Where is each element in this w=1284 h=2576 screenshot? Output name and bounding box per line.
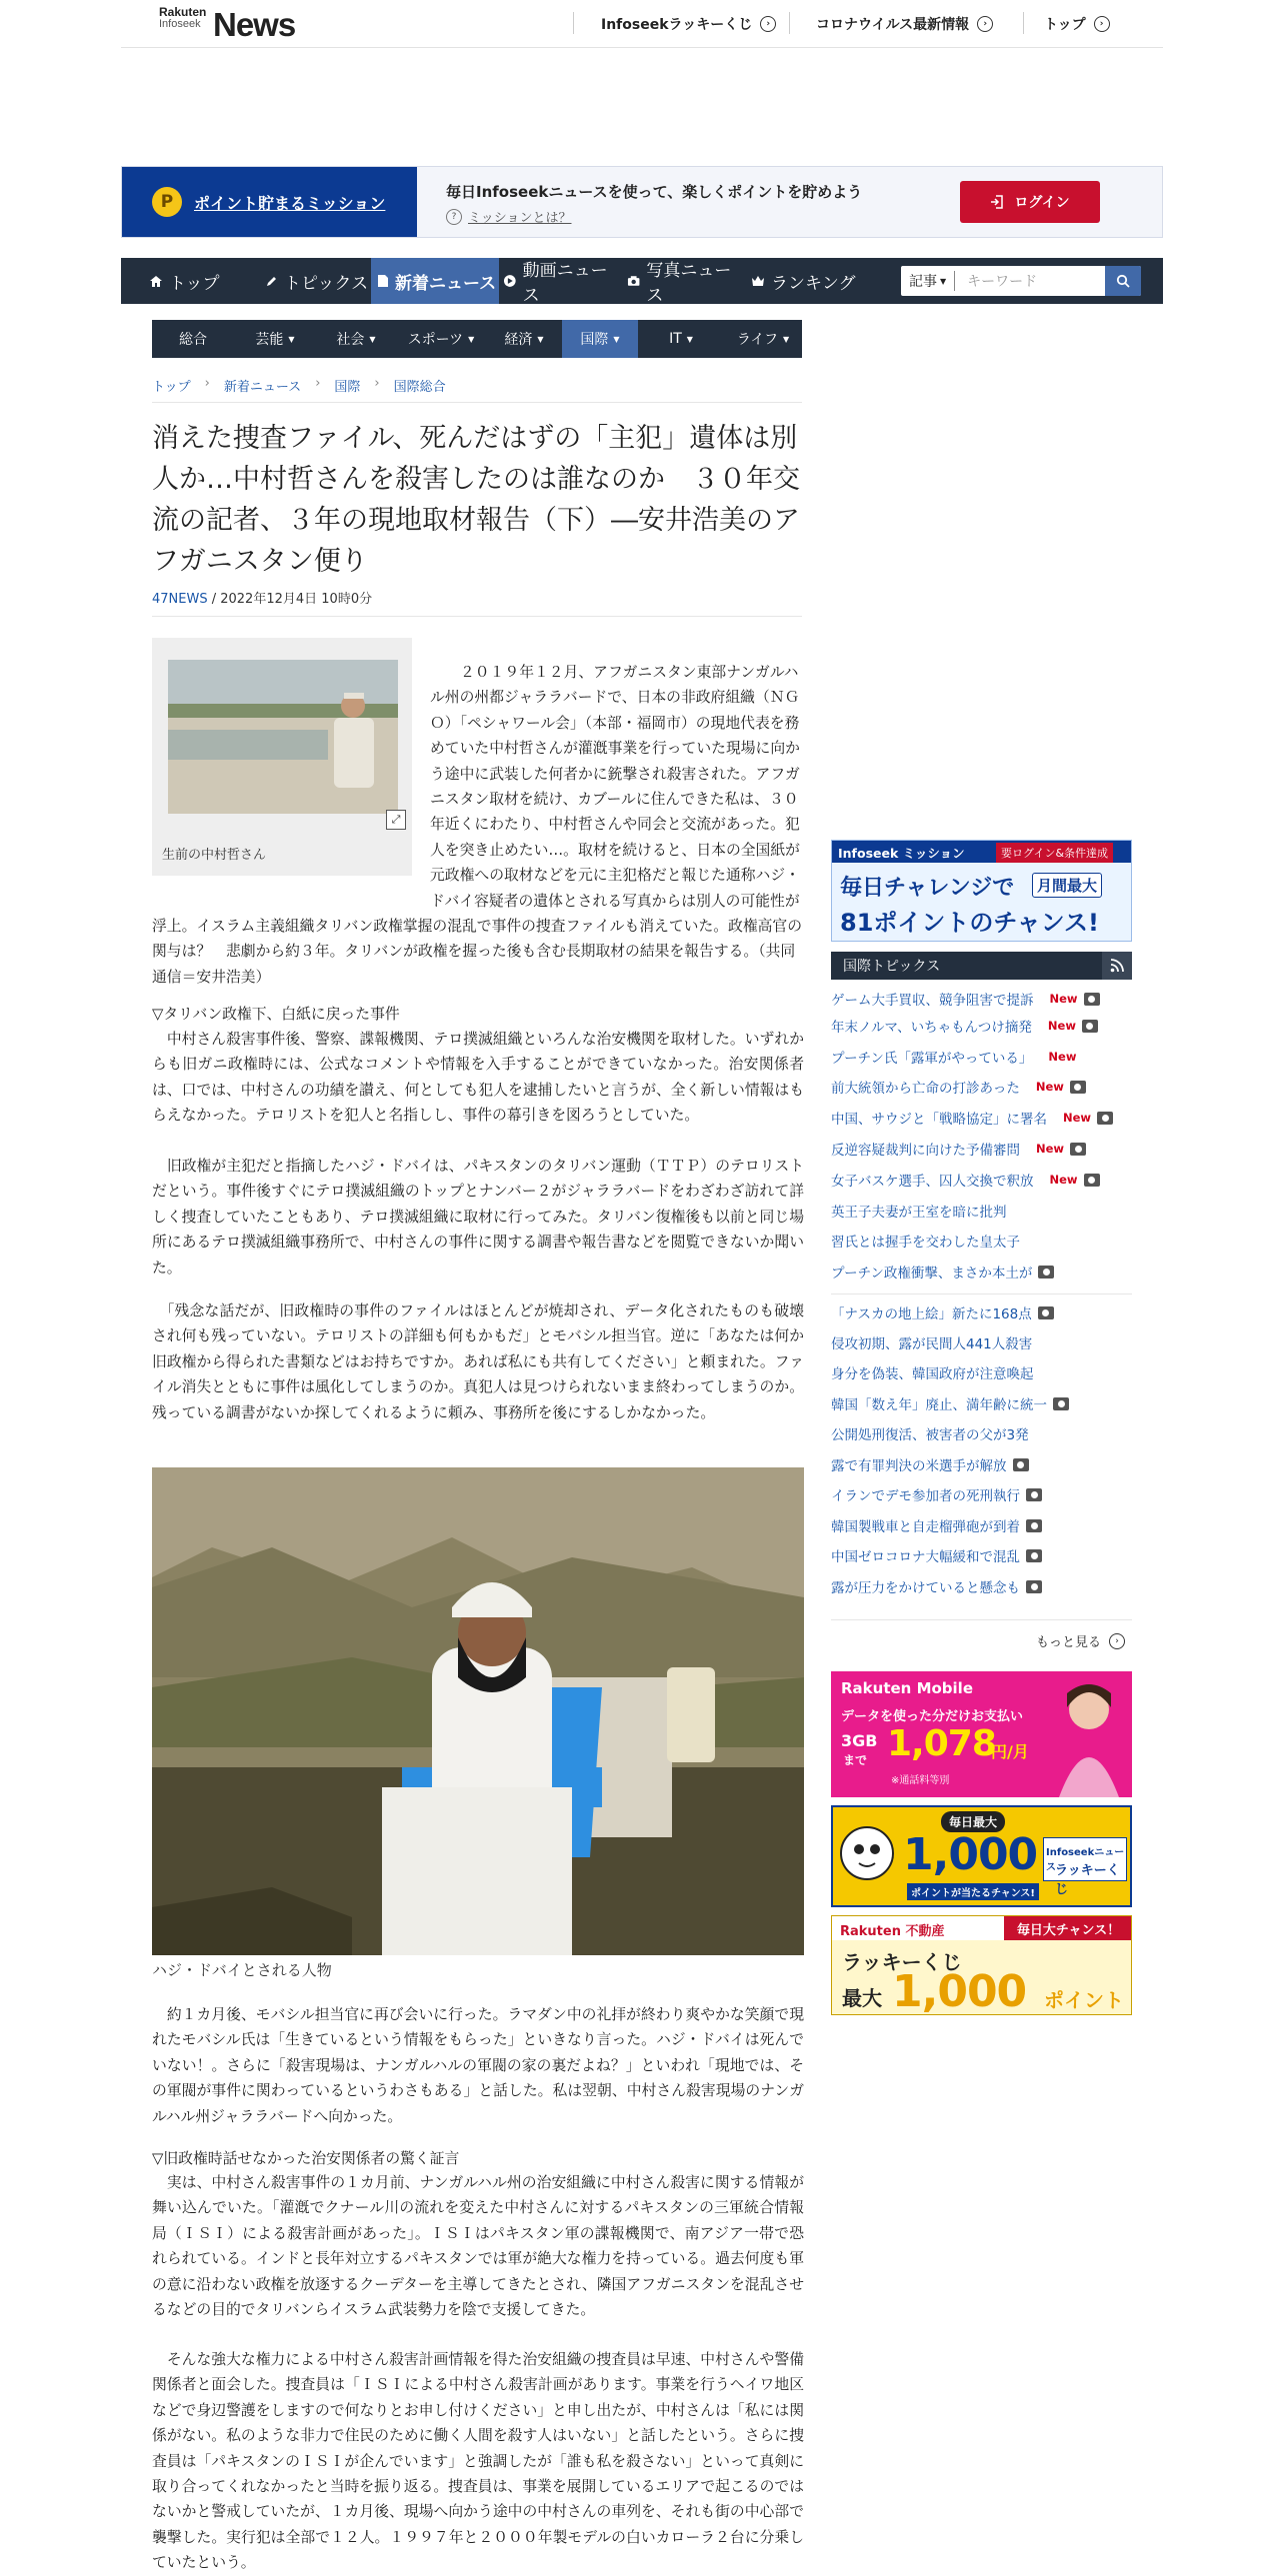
body-paragraph: 「残念な話だが、旧政権時の事件のファイルはほとんどが焼却され、データ化されたものも破壊され何も残っていない。テロリストの詳細も何もかもだ」とモバシル担当官。逆に「あなたは何か旧政権から得られた書類などはお持ちですか。あれば私にも共有してください」と頼まれた。ファイル消失とともに事件は風化してしまうのか。真犯人は見つけられないまま終わってしまうのか。残っている調書がないか探してくれるように頼み、事務所を後にするしかなかった。	[152, 1302, 804, 1421]
divider	[831, 1619, 1132, 1620]
new-badge: New	[1049, 1173, 1078, 1187]
topic-title: 露で有罪判決の米選手が解放	[831, 1458, 1007, 1474]
more-link[interactable]	[1036, 1631, 1125, 1650]
mission-help-label: ミッションとは？	[468, 211, 572, 226]
banner-badge: 月間最大	[1032, 873, 1102, 898]
camera-icon	[627, 275, 640, 287]
topic-title: 中国ゼロコロナ大幅緩和で混乱	[831, 1549, 1020, 1565]
cat-international-label: 国際	[580, 332, 609, 348]
cat-international[interactable]	[562, 320, 638, 358]
question-icon: ?	[446, 209, 462, 225]
crown-icon	[751, 275, 765, 287]
nav-latest-label: 新着ニュース	[395, 273, 497, 294]
logo-infoseek: Infoseek	[159, 18, 201, 30]
caret-down-icon: ▼	[783, 334, 790, 344]
caret-down-icon: ▼	[468, 334, 475, 344]
section-heading: ▽タリバン政権下、白紙に戻った事件	[152, 1006, 400, 1023]
pencil-icon	[265, 275, 278, 288]
cat-economy-label: 経済	[504, 332, 533, 348]
topic-item[interactable]	[831, 1170, 1100, 1190]
more-label: もっと見る	[1036, 1635, 1102, 1650]
search-input[interactable]: キーワード	[967, 274, 1038, 290]
caret-down-icon: ▼	[940, 276, 947, 286]
ad1-gb: 3GB	[841, 1731, 878, 1750]
ad2-brand1: Infoseekニュース	[1046, 1847, 1125, 1873]
topics-header	[831, 952, 1132, 980]
cat-economy[interactable]	[486, 320, 562, 358]
ad1-made: まで	[843, 1753, 868, 1767]
top-header	[121, 0, 1163, 48]
haji-dubai-photo[interactable]	[152, 1467, 804, 1955]
logo-news: News	[213, 6, 296, 43]
topic-title: 女子バスケ選手、囚人交換で釈放	[831, 1174, 1034, 1190]
topic-title: 中国、サウジと「戦略協定」に署名	[831, 1112, 1047, 1128]
caret-down-icon: ▼	[686, 334, 693, 344]
ad3-brand: Rakuten 不動産	[840, 1924, 945, 1939]
model-image	[1053, 1679, 1125, 1797]
mission-bar	[121, 166, 1163, 238]
ad1-unit: 円/月	[991, 1742, 1029, 1761]
mission-title: ポイント貯まるミッション	[194, 193, 386, 213]
nav-top-label: トップ	[169, 273, 220, 294]
camera-icon	[1097, 1112, 1113, 1125]
login-button[interactable]	[960, 181, 1100, 223]
divider	[152, 402, 802, 403]
banner-line2: 81ポイントのチャンス!	[840, 909, 1099, 937]
body-paragraph: 実は、中村さん殺害事件の１カ月前、ナンガルハル州の治安組織に中村さん殺害に関する情報が舞い込んでいた。「灌漑でクナール川の流れを変えた中村さんに対するパキスタンの三軍統合情報局（ＩＳＩ）による殺害計画があった」。ＩＳＩはパキスタン軍の諜報機関で、南アジア一帯で恐れられている。インドと長年対立するパキスタンでは軍が絶大な権力を持っている。過去何度も軍の意に沿わない政権を放逐するクーデターを主導してきたとされ、隣国アフガニスタンを混乱させるなどの目的でタリバンらイスラム武装勢力を陰で支援してきた。	[152, 2174, 804, 2319]
nav-photo[interactable]	[621, 258, 743, 304]
nav-ranking[interactable]	[743, 258, 871, 304]
cat-sports[interactable]	[396, 320, 486, 358]
topic-item[interactable]	[831, 1108, 1113, 1128]
new-badge: New	[1049, 992, 1078, 1006]
ad1-price: 1,078	[887, 1723, 996, 1764]
breadcrumb-top[interactable]: トップ	[152, 380, 191, 395]
chevron-right-icon: ›	[1109, 1633, 1125, 1649]
cat-society[interactable]	[316, 320, 396, 358]
topic-item[interactable]	[831, 1201, 1007, 1221]
topic-title: プーチン氏「露軍がやっている」	[831, 1051, 1033, 1067]
breadcrumb-latest[interactable]: 新着ニュース	[223, 380, 302, 395]
topics-title: 国際トピックス	[843, 959, 941, 975]
cat-it-label: IT	[669, 331, 682, 347]
topic-title: 露が圧力をかけていると懸念も	[831, 1580, 1020, 1596]
new-badge: New	[1036, 1142, 1065, 1156]
search-type-select[interactable]	[901, 271, 955, 291]
topic-title: 英王子夫妻が王室を暗に批判	[831, 1205, 1007, 1221]
topic-title: 前大統領から亡命の打診あった	[831, 1081, 1020, 1097]
corona-link[interactable]	[816, 14, 993, 34]
topic-item[interactable]	[831, 1362, 1034, 1382]
ad3-max: 最大	[842, 1986, 882, 2010]
topic-title: 「ナスカの地上絵」新たに168点	[831, 1306, 1032, 1322]
camera-icon	[1026, 1519, 1042, 1532]
topic-item[interactable]	[831, 1454, 1029, 1474]
topic-title: 反逆容疑裁判に向けた予備審問	[831, 1143, 1020, 1159]
camera-icon	[1084, 993, 1100, 1006]
nav-topics[interactable]	[239, 258, 371, 304]
corona-label: コロナウイルス最新情報	[816, 17, 970, 33]
topic-item[interactable]	[831, 1423, 1029, 1443]
chevron-right-icon: ›	[374, 376, 380, 391]
topic-title: 公開処刑復活、被害者の父が3発	[831, 1427, 1029, 1443]
caret-down-icon: ▼	[613, 334, 620, 344]
topic-item[interactable]	[831, 1576, 1042, 1596]
camera-icon	[1026, 1580, 1042, 1593]
new-badge: New	[1047, 1019, 1076, 1033]
nav-topics-label: トピックス	[284, 273, 369, 294]
ad2-brand2: ラッキーくじ	[1055, 1863, 1120, 1897]
home-icon	[149, 275, 163, 288]
cat-society-label: 社会	[336, 332, 365, 348]
camera-icon	[1084, 1174, 1100, 1187]
topic-title: 侵攻初期、露が民間人441人殺害	[831, 1336, 1033, 1352]
article-source[interactable]: 47NEWS	[152, 592, 208, 607]
camera-icon	[1053, 1397, 1069, 1410]
ad2-amount: 1,000	[903, 1829, 1038, 1880]
topic-item[interactable]	[831, 1393, 1069, 1413]
mission-link[interactable]	[122, 167, 417, 237]
camera-icon	[1026, 1488, 1042, 1501]
section-heading: ▽旧政権時話せなかった治安関係者の驚く証言	[152, 2150, 460, 2167]
rss-icon[interactable]	[1102, 952, 1132, 980]
breadcrumb-international[interactable]: 国際	[334, 380, 361, 395]
nav-top[interactable]	[121, 258, 239, 304]
topic-title: プーチン政権衝撃、まさか本土が	[831, 1266, 1033, 1282]
category-bar	[152, 320, 802, 358]
search-button[interactable]	[1105, 266, 1141, 296]
ad3-amount: 1,000	[892, 1966, 1027, 2015]
ad1-note: ※通話料等別	[891, 1775, 950, 1786]
nav-latest[interactable]	[371, 258, 499, 304]
topic-item[interactable]	[831, 1515, 1042, 1535]
body-paragraph: 中村さん殺害事件後、警察、諜報機関、テロ撲滅組織といろんな治安機関を取材した。いずれからも旧ガニ政権時には、公式なコメントや情報を入手することができていなかった。治安関係者は、口では、中村さんの功績を讃え、何としても犯人を逮捕したいと言うが、全く新しい情報はもらえなかった。テロリストを犯人と名指しし、事件の幕引きを図ろうとしていた。	[152, 1031, 804, 1125]
ad3-line1: ラッキーくじ	[842, 1950, 962, 1974]
article-date: / 2022年12月4日 10時0分	[211, 592, 373, 607]
cat-life-label: ライフ	[736, 332, 778, 348]
topic-item[interactable]	[831, 1016, 1098, 1036]
topic-item[interactable]	[831, 989, 1100, 1009]
topic-title: 韓国製戦車と自走榴弾砲が到着	[831, 1519, 1020, 1535]
camera-icon	[1026, 1549, 1042, 1562]
body-paragraph: そんな強大な権力による中村さん殺害計画情報を得た治安組織の捜査員は早速、中村さんや警備関係者と面会した。捜査員は「ＩＳＩによる中村さん殺害計画があります。事業を行うヘイワ地区などで身辺警護をしますので何なりとお申し付けください」と申し出たが、中村さんは「私には関係がない。私のような非力で住民のために働く人間を殺す人はいない」と話したという。さらに捜査員は「パキスタンのＩＳＩが企んでいます」と強調したが「誰も私を殺さない」といって真剣に取り合ってくれなかったと当時を振り返る。捜査員は、事業を展開しているエリアで起こるのではないかと警戒していたが、１カ月後、現場へ向かう途中の中村さんの車列を、それも街の中心部で襲撃した。実行犯は全部で１２人。１９９７年と２０００年製モデルの白いカローラ２台に分乗していたという。	[152, 2351, 804, 2572]
logo-rakuten: Rakuten	[159, 5, 207, 19]
topic-item[interactable]	[831, 1302, 1054, 1322]
search-icon	[1116, 274, 1130, 288]
topic-item[interactable]	[831, 1139, 1086, 1159]
topic-title: ゲーム大手買収、競争阻害で提訴	[831, 993, 1034, 1009]
topic-title: 習氏とは握手を交わした皇太子	[831, 1235, 1020, 1251]
cat-it[interactable]	[638, 320, 724, 358]
topic-item[interactable]	[831, 1545, 1042, 1565]
camera-icon	[1070, 1081, 1086, 1094]
topic-item[interactable]	[831, 1484, 1042, 1504]
chevron-right-icon: ›	[760, 16, 776, 32]
login-label: ログイン	[1014, 195, 1070, 211]
banner-brand: Infoseek ミッション	[838, 846, 965, 861]
zoom-icon[interactable]: ⤢	[386, 810, 406, 830]
banner-line1: 毎日チャレンジで	[840, 876, 1015, 901]
mascot-icon	[837, 1817, 897, 1897]
ad1-line1: データを使った分だけお支払い	[841, 1709, 1024, 1724]
lucky-kuji-link[interactable]	[601, 14, 776, 34]
article-lead	[152, 660, 804, 990]
site-logo[interactable]	[159, 5, 296, 43]
play-icon	[503, 274, 517, 288]
mission-help-link[interactable]	[446, 207, 571, 226]
topic-item[interactable]	[831, 1047, 1076, 1067]
ad1-brand: Rakuten Mobile	[841, 1679, 973, 1697]
cat-entertainment[interactable]	[234, 320, 316, 358]
banner-tag: 要ログイン&条件達成	[996, 843, 1113, 863]
ad3-tag: 毎日大チャンス！	[1004, 1916, 1132, 1940]
search-box	[901, 266, 1141, 296]
topic-item[interactable]	[831, 1332, 1032, 1352]
topic-title: 身分を偽装、韓国政府が注意喚起	[831, 1366, 1034, 1382]
nav-video-label: 動画ニュース	[522, 261, 608, 306]
cat-general-label: 総合	[179, 332, 207, 348]
body-paragraph: 旧政権が主犯だと指摘したハジ・ドバイは、パキスタンのタリバン運動（ＴＴＰ）のテロリストだという。事件後すぐにテロ撲滅組織のトップとナンバー２がジャララバードをわざわざ訪れて詳しく捜査していたこともあり、テロ撲滅組織に取材に行ってみた。タリバン復権後も以前と同じ場所にあるテロ撲滅組織事務所で、中村さんの事件に関する調書や報告書などを閲覧できないか聞いた。	[152, 1158, 804, 1277]
photo-caption: ハジ・ドバイとされる人物	[152, 1961, 332, 1979]
article-title: 消えた捜査ファイル、死んだはずの「主犯」遺体は別人か…中村哲さんを殺害したのは誰なのか ３０年交流の記者、３年の現地取材報告（下）―安井浩美のアフガニスタン便り	[152, 423, 800, 577]
topic-title: 韓国「数え年」廃止、満年齢に統一	[831, 1397, 1047, 1413]
chevron-right-icon: ›	[977, 16, 993, 32]
camera-icon	[1013, 1458, 1029, 1471]
caret-down-icon: ▼	[369, 334, 376, 344]
point-coin-icon: P	[152, 187, 182, 217]
topic-item[interactable]	[831, 1231, 1020, 1251]
lucky-kuji-ad[interactable]	[831, 1805, 1132, 1907]
chevron-right-icon: ›	[204, 376, 210, 391]
divider	[831, 1293, 1132, 1294]
search-type-value: 記事	[909, 274, 937, 290]
topic-title: イランでデモ参加者の死刑執行	[831, 1488, 1020, 1504]
camera-icon	[1038, 1306, 1054, 1319]
lucky-kuji-label: Infoseekラッキーくじ	[601, 17, 753, 33]
ad2-top: 毎日最大	[941, 1811, 1005, 1832]
mission-message: 毎日Infoseekニュースを使って、楽しくポイントを貯めよう	[446, 183, 863, 201]
new-badge: New	[1063, 1111, 1092, 1125]
chevron-right-icon: ›	[315, 376, 321, 391]
divider	[152, 616, 802, 617]
body-paragraph: 約１カ月後、モバシル担当官に再び会いに行った。ラマダン中の礼拝が終わり爽やかな笑顔で現れたモバシル氏は「生きているという情報をもらった」といきなり言った。ハジ・ドバイは死んでいない！。さらに「殺害現場は、ナンガルハルの軍閥の家の裏だよね？」といわれ「現地では、その軍閥が事件に関わっているというわさもある」と話した。私は翌朝、中村さん殺害現場のナンガルハル州ジャララバードへ向かった。	[152, 2006, 804, 2125]
camera-icon	[1082, 1020, 1098, 1033]
login-icon	[990, 195, 1004, 209]
top-link[interactable]	[1044, 14, 1110, 34]
cat-general[interactable]	[152, 320, 234, 358]
top-label: トップ	[1044, 17, 1086, 33]
new-badge: New	[1035, 1080, 1064, 1094]
nav-video[interactable]	[499, 258, 621, 304]
camera-icon	[1070, 1143, 1086, 1156]
nav-photo-label: 写真ニュース	[646, 261, 732, 306]
caret-down-icon: ▼	[288, 334, 295, 344]
topic-title: 年末ノルマ、いちゃもんつけ摘発	[831, 1020, 1032, 1036]
topic-item[interactable]	[831, 1262, 1054, 1282]
new-badge: New	[1048, 1050, 1077, 1064]
main-nav	[121, 258, 1163, 304]
lead-paragraph: ２０１９年１２月、アフガニスタン東部ナンガルハル州の州都ジャララバードで、日本の非政府組織（ＮＧＯ）「ペシャワール会」（本部・福岡市）の現地代表を務めていた中村哲さんが灌漑事業を行っていた現場に向かう途中に武装した何者かに銃撃され殺害された。アフガニスタン取材を続け、カブールに住んできた私は、３０年近くにわたり、中村哲さんや同会と交流があった。犯人を突き止めたい…。取材を続けると、日本の全国紙が元政権への取材などを元に主犯格だと報じた通称ハジ・ドバイ容疑者の遺体とされる写真からは別人の可能性が浮上。イスラム主義組織タリバン政権掌握の混乱で事件の捜査ファイルも消えていた。政権高官の関与は？ 悲劇から約３年。タリバンが政権を握った後も含む長期取材の結果を報告する。（共同通信＝安井浩美）	[152, 664, 803, 986]
chevron-right-icon: ›	[1094, 16, 1110, 32]
topic-item[interactable]	[831, 1077, 1086, 1097]
photo-caption: 生前の中村哲さん	[162, 848, 267, 863]
nav-ranking-label: ランキング	[771, 273, 856, 294]
cat-life[interactable]	[724, 320, 802, 358]
breadcrumb	[152, 376, 446, 395]
rakuten-realestate-ad[interactable]	[831, 1915, 1132, 2015]
ad3-unit: ポイント	[1044, 1988, 1124, 2012]
cat-entertainment-label: 芸能	[255, 332, 284, 348]
ad2-sub: ポイントが当たるチャンス!	[907, 1883, 1039, 1900]
camera-icon	[1038, 1266, 1054, 1279]
document-icon	[377, 274, 389, 288]
article-meta	[152, 588, 372, 607]
caret-down-icon: ▼	[537, 334, 544, 344]
rakuten-mobile-ad[interactable]	[831, 1671, 1132, 1797]
cat-sports-label: スポーツ	[407, 332, 464, 348]
breadcrumb-international-general[interactable]: 国際総合	[393, 380, 446, 395]
mission-banner-ad[interactable]	[831, 840, 1132, 942]
